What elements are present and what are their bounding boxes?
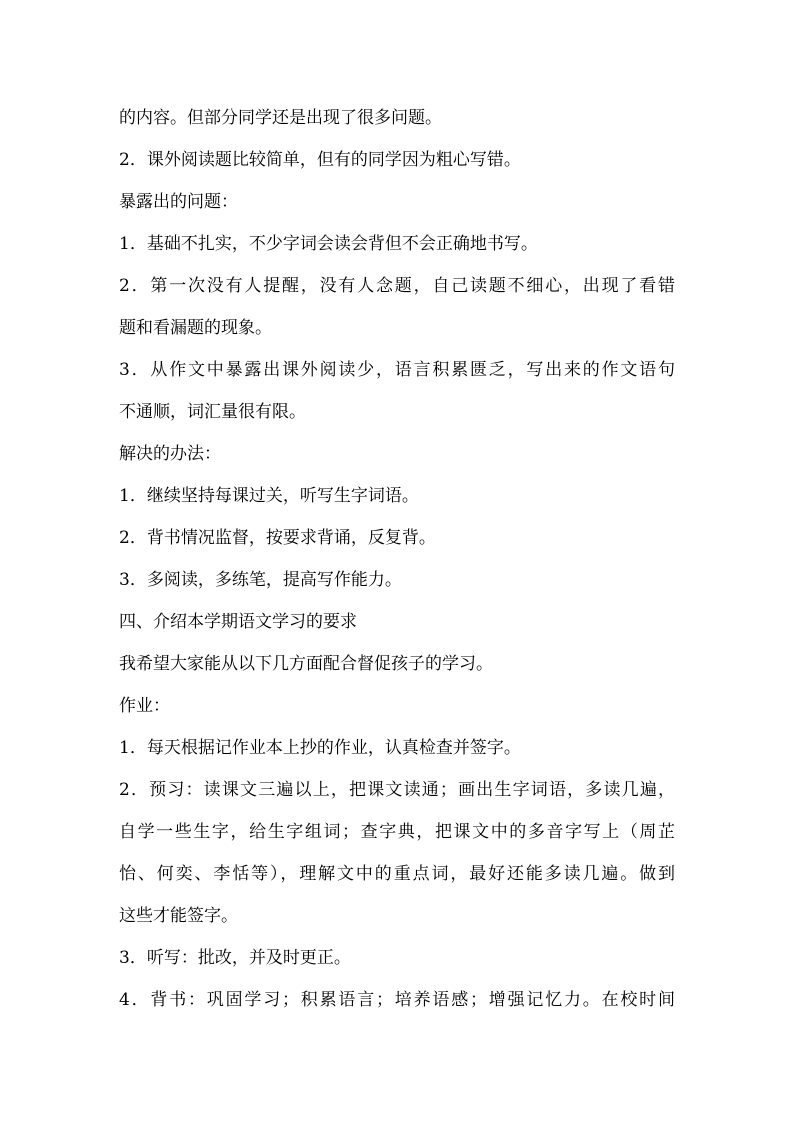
section-heading: 暴露出的问题：: [119, 192, 238, 212]
text-line: 1．每天根据记作业本上抄的作业，认真检查并签字。: [119, 738, 521, 758]
text-line: 4．背书：巩固学习；积累语言；培养语感；增强记忆力。在校时间: [119, 990, 675, 1010]
section-heading: 解决的办法：: [119, 444, 221, 464]
text-line: 不通顺，词汇量很有限。: [119, 402, 306, 422]
text-line: 怡、何奕、李恬等），理解文中的重点词，最好还能多读几遍。做到: [119, 864, 675, 884]
text-line: 2．背书情况监督，按要求背诵，反复背。: [119, 528, 436, 548]
text-line: 2．预习：读课文三遍以上，把课文读通；画出生字词语，多读几遍，: [119, 780, 675, 800]
text-line: 的内容。但部分同学还是出现了很多问题。: [119, 108, 442, 128]
text-line: 2．第一次没有人提醒，没有人念题，自己读题不细心，出现了看错: [119, 276, 675, 296]
text-line: 3．多阅读，多练笔，提高写作能力。: [119, 570, 402, 590]
text-line: 1．基础不扎实，不少字词会读会背但不会正确地书写。: [119, 234, 538, 254]
text-line: 自学一些生字，给生字组词；查字典，把课文中的多音字写上（周芷: [119, 822, 675, 842]
text-line: 我希望大家能从以下几方面配合督促孩子的学习。: [119, 654, 493, 674]
text-line: 3．听写：批改，并及时更正。: [119, 948, 351, 968]
text-line: 3．从作文中暴露出课外阅读少，语言积累匮乏，写出来的作文语句: [119, 360, 675, 380]
text-line: 题和看漏题的现象。: [119, 318, 272, 338]
text-line: 1．继续坚持每课过关，听写生字词语。: [119, 486, 419, 506]
section-heading: 四、介绍本学期语文学习的要求: [119, 612, 357, 632]
text-line: 这些才能签字。: [119, 906, 238, 926]
section-heading: 作业：: [119, 696, 170, 716]
text-line: 2．课外阅读题比较简单，但有的同学因为粗心写错。: [119, 150, 521, 170]
